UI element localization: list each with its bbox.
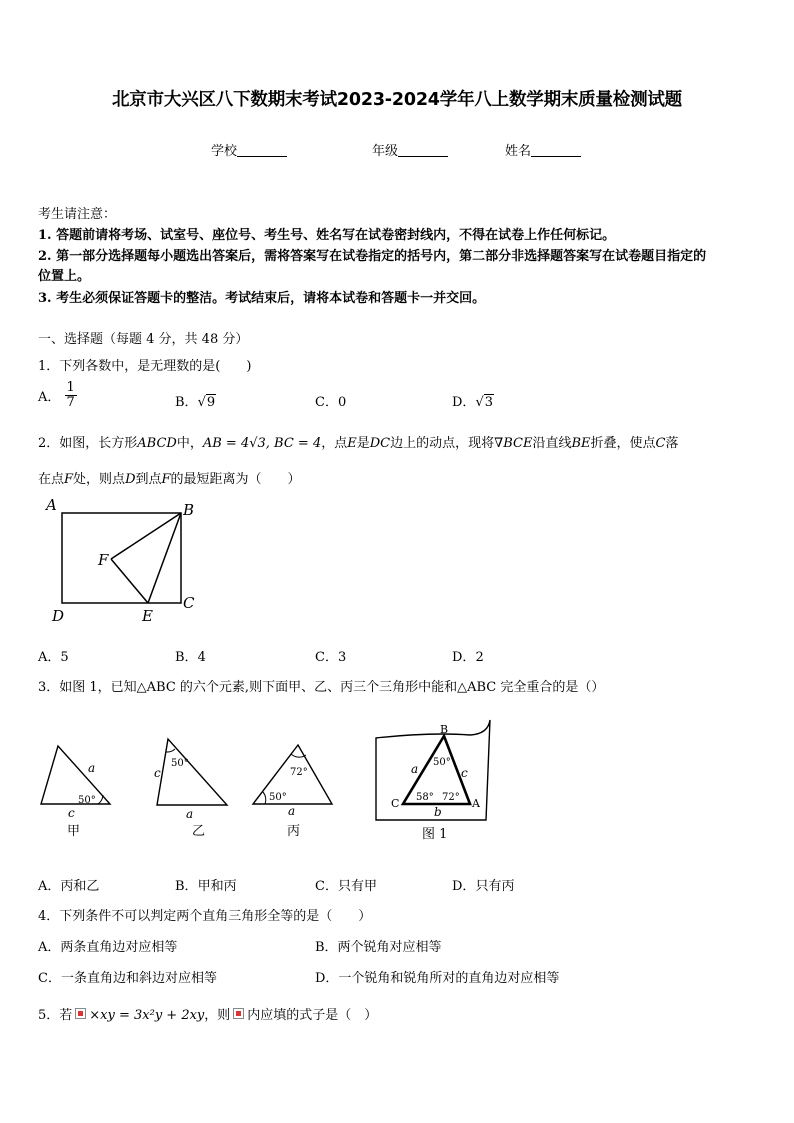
- q3-option-a[interactable]: A．丙和乙: [38, 879, 100, 894]
- q1-option-c[interactable]: C．0: [315, 395, 347, 410]
- yi-side-a: a: [186, 807, 194, 821]
- note-1: 1. 答题前请将考场、试室号、座位号、考生号、姓名写在试卷密封线内，不得在试卷上作任何标记。: [38, 228, 616, 243]
- angle-arc: [263, 792, 266, 804]
- q3-option-c[interactable]: C．只有甲: [315, 879, 377, 894]
- label-f: F: [98, 551, 109, 569]
- q3-stem: 3．如图 1，已知△ABC 的六个元素,则下面甲、乙、丙三个三角形中能和△ABC 完全重合的是（）: [38, 680, 605, 695]
- q3-option-d[interactable]: D．只有丙: [452, 879, 515, 894]
- notes-heading: 考生请注意：: [38, 207, 117, 222]
- broken-image-icon: [75, 1008, 86, 1019]
- yi-angle: 50°: [171, 758, 189, 769]
- grade-blank[interactable]: [398, 144, 448, 157]
- q4-option-a[interactable]: A．两条直角边对应相等: [38, 940, 178, 955]
- fig1-side-a: a: [411, 762, 419, 776]
- q4-option-b[interactable]: B．两个锐角对应相等: [315, 940, 442, 955]
- jia-side-c: c: [68, 806, 75, 820]
- jia-name: 甲: [67, 824, 81, 839]
- fig1-vertex-a: A: [472, 797, 480, 810]
- fig1-angle-a: 72°: [442, 792, 460, 803]
- fig1-side-b: b: [434, 805, 442, 819]
- grade-field: 年级: [372, 140, 448, 159]
- bing-angle-72: 72°: [290, 767, 308, 778]
- q2-option-b[interactable]: B．4: [175, 650, 206, 665]
- bing-angle-50: 50°: [269, 792, 287, 803]
- q2-option-a[interactable]: A．5: [38, 650, 69, 665]
- fig1-side-c: c: [461, 766, 468, 780]
- segment-bf: [111, 513, 181, 559]
- segment-fe: [111, 559, 148, 603]
- q2-stem-line2: 在点F处，则点D到点F的最短距离为（ ）: [38, 472, 301, 487]
- note-2: 2. 第一部分选择题每小题选出答案后，需将答案写在试卷指定的括号内，第二部分非选择题答案写在试卷题目指定的: [38, 249, 707, 264]
- label-a: A: [46, 496, 57, 514]
- note-2-cont: 位置上。: [38, 269, 91, 284]
- fraction: $\frac{1}{7}$: [66, 380, 75, 410]
- fig1-angle-c: 58°: [416, 792, 434, 803]
- label-d: D: [52, 607, 65, 625]
- section-heading: 一、选择题（每题 4 分，共 48 分）: [38, 332, 249, 347]
- name-field: 姓名: [505, 140, 581, 159]
- q1-option-b[interactable]: B．√9: [175, 395, 216, 410]
- label-c: C: [183, 594, 195, 612]
- fig1-vertex-b: B: [440, 723, 449, 736]
- yi-name: 乙: [192, 824, 206, 839]
- q3-triangles-figure: [30, 712, 500, 847]
- bing-side-a: a: [288, 804, 296, 818]
- q2-rectangle-figure: [40, 495, 210, 627]
- bing-name: 丙: [287, 824, 301, 839]
- q5-stem: 5．若 ×xy = 3x²y + 2xy，则 内应填的式子是（ ）: [38, 1008, 378, 1023]
- q4-option-d[interactable]: D．一个锐角和锐角所对的直角边对应相等: [315, 971, 560, 986]
- angle-arc: [166, 749, 175, 752]
- triangle-jia: [41, 746, 110, 804]
- q4-option-c[interactable]: C．一条直角边和斜边对应相等: [38, 971, 217, 986]
- note-3: 3. 考生必须保证答题卡的整洁。考试结束后，请将本试卷和答题卡一并交回。: [38, 291, 486, 306]
- q2-option-c[interactable]: C．3: [315, 650, 347, 665]
- triangle-yi: [157, 739, 227, 805]
- label-b: B: [183, 501, 195, 519]
- name-blank[interactable]: [531, 144, 581, 157]
- jia-side-a: a: [88, 761, 96, 775]
- school-blank[interactable]: [237, 144, 287, 157]
- school-field: 学校: [211, 140, 287, 159]
- q3-option-b[interactable]: B．甲和丙: [175, 879, 237, 894]
- page-title: 北京市大兴区八下数期末考试2023-2024学年八上数学期末质量检测试题: [112, 90, 682, 110]
- q1-option-a[interactable]: A． $\frac{1}{7}$: [38, 380, 75, 410]
- broken-image-icon: [233, 1008, 244, 1019]
- q2-stem-line1: 2．如图，长方形ABCD中，AB = 4√3, BC = 4，点E是DC边上的动点，现将∇BCE沿直线BE折叠，使点C落: [38, 436, 679, 451]
- q4-stem: 4．下列条件不可以判定两个直角三角形全等的是（ ）: [38, 909, 372, 924]
- q2-option-d[interactable]: D．2: [452, 650, 484, 665]
- fig1-vertex-c: C: [391, 797, 400, 810]
- label-e: E: [142, 607, 153, 625]
- segment-be: [148, 513, 181, 603]
- rectangle-abcd: [62, 513, 181, 603]
- fig1-angle-b: 50°: [433, 757, 451, 768]
- q1-stem: 1．下列各数中，是无理数的是( ): [38, 359, 252, 374]
- yi-side-c: c: [154, 766, 161, 780]
- q1-option-d[interactable]: D．√3: [452, 395, 494, 410]
- fig1-name: 图 1: [422, 827, 448, 842]
- jia-angle: 50°: [78, 795, 96, 806]
